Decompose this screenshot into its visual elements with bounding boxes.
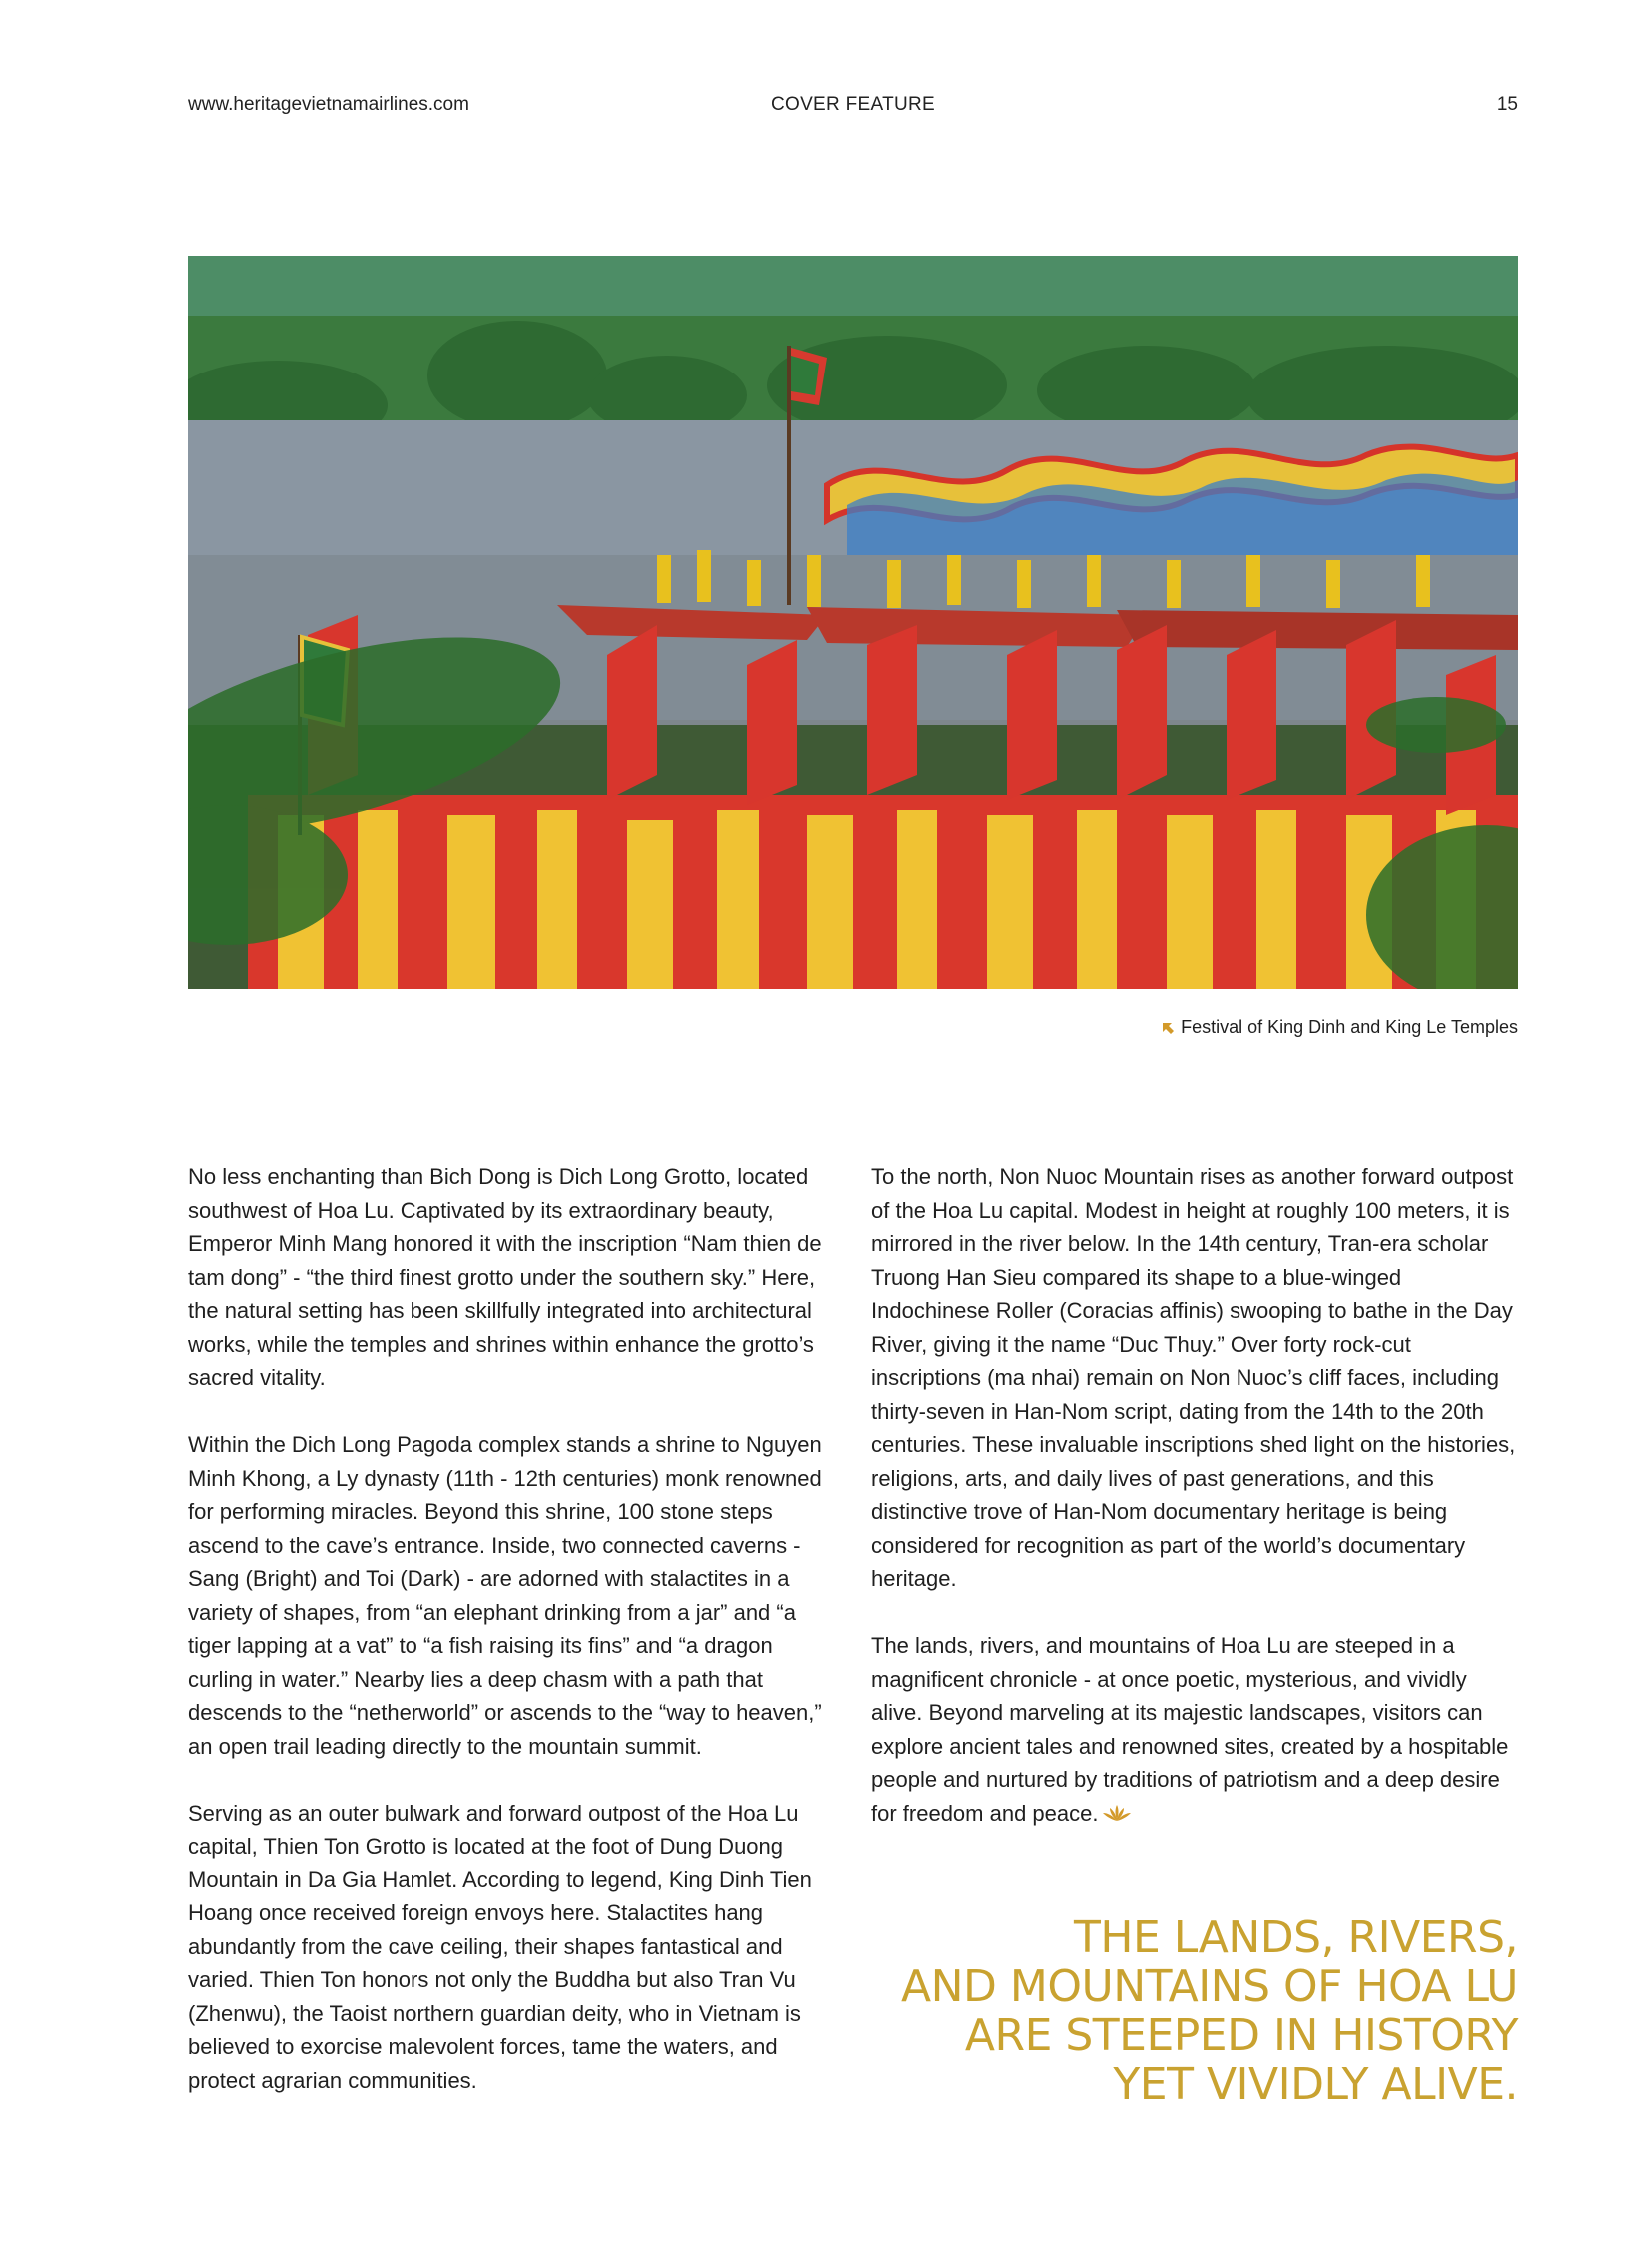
website-url[interactable]: www.heritagevietnamairlines.com: [188, 94, 469, 115]
lotus-icon: [1102, 1804, 1132, 1822]
left-column: [188, 1160, 837, 2131]
pull-quote-line: AND MOUNTAINS OF HOA LU: [901, 1961, 1518, 2012]
festival-illustration: [188, 256, 1518, 989]
paragraph-non-nuoc: To the north, Non Nuoc Mountain rises as another forward outpost of the Hoa Lu capital. Modest in height at roughly 100 meters, it is mirrored in the river below. In the 14th century, Tran-era scholar Truong Han Sieu compared its shape to a blue-winged Indochinese Roller (Coracias affinis) swooping to bathe in the Day River, giving it the name “Duc Thuy.” Over forty rock-cut inscriptions (ma nhai) remain on Non Nuoc’s cliff faces, including thirty-seven in Han-Nom script, dating from the 14th to the 20th centuries. These invaluable inscriptions shed light on the histories, religions, arts, and daily lives of past generations, and this distinctive trove of Han-Nom documentary heritage is being considered for recognition as part of the world’s documentary heritage.: [871, 1164, 1516, 1591]
conclusion-text: The lands, rivers, and mountains of Hoa Lu are steeped in a magnificent chronicle - at once poetic, mysterious, and vividly alive. Beyond marveling at its majestic landscapes, visitors can explore ancient tales and renowned sites, created by a hospitable people and nurtured by traditions of patriotism and a deep desire for freedom and peace.: [871, 1633, 1509, 1826]
paragraph-conclusion: [871, 1629, 1520, 1830]
caption-text: Festival of King Dinh and King Le Temples: [1181, 1017, 1518, 1037]
paragraph-thien-ton: Serving as an outer bulwark and forward outpost of the Hoa Lu capital, Thien Ton Grotto is located at the foot of Dung Duong Mountain in Da Gia Hamlet. According to legend, King Dinh Tien Hoang once received foreign envoys here. Stalactites hang abundantly from the cave ceiling, their shapes fantastical and varied. Thien Ton honors not only the Buddha but also Tran Vu (Zhenwu), the Taoist northern guardian deity, who in Vietnam is believed to exorcise malevolent forces, tame the waters, and protect agrarian communities.: [188, 1800, 812, 2093]
festival-photo: [188, 256, 1518, 989]
paragraph-dich-long: No less enchanting than Bich Dong is Dich Long Grotto, located southwest of Hoa Lu. Captivated by its extraordinary beauty, Emperor Minh Mang honored it with the inscription “Nam thien de tam dong” - “the third finest grotto under the southern sky.” Here, the natural setting has been skillfully integrated into architectural works, while the temples and shrines within enhance the grotto’s sacred vitality.: [188, 1164, 822, 1390]
right-column: [871, 1160, 1520, 1864]
section-label: COVER FEATURE: [770, 94, 935, 115]
crowd-red-yellow: [248, 795, 1518, 989]
page-number: 15: [1496, 94, 1518, 115]
arrow-up-left-icon: [1161, 1021, 1175, 1035]
pull-quote-line: ARE STEEPED IN HISTORY: [964, 2010, 1518, 2061]
photo-caption: [1161, 1017, 1518, 1038]
page-header: [188, 94, 1518, 120]
pull-quote: [819, 1913, 1518, 2109]
pull-quote-line: THE LANDS, RIVERS,: [1073, 1912, 1518, 1963]
paragraph-dich-long-pagoda: Within the Dich Long Pagoda complex stands a shrine to Nguyen Minh Khong, a Ly dynasty (11th - 12th centuries) monk renowned for performing miracles. Beyond this shrine, 100 stone steps ascend to the cave’s entrance. Inside, two connected caverns - Sang (Bright) and Toi (Dark) - are adorned with stalactites in a variety of shapes, from “an elephant drinking from a jar” and “a tiger lapping at a vat” to “a fish raising its fins” and “a dragon curling in water.” Nearby lies a deep chasm with a path that descends to the “netherworld” or ascends to the “way to heaven,” an open trail leading directly to the mountain summit.: [188, 1432, 822, 1759]
pull-quote-line: YET VIVIDLY ALIVE.: [1113, 2059, 1518, 2110]
